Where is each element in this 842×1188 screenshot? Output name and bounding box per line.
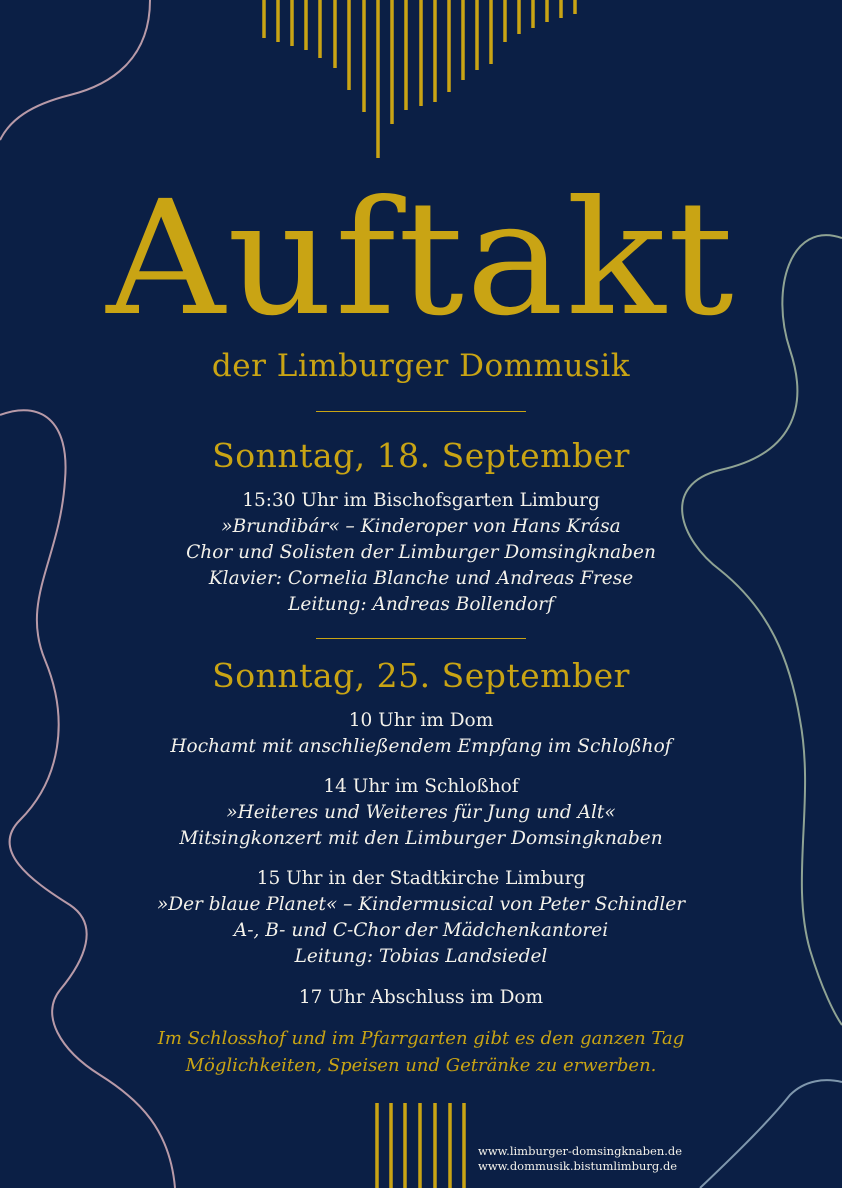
url-dommusik[interactable]: www.dommusik.bistumlimburg.de — [478, 1159, 678, 1173]
organ-pipes-bottom — [377, 1103, 464, 1188]
note-line-2: Möglichkeiten, Speisen und Getränke zu erwerben. — [185, 1055, 657, 1076]
day1-event — [0, 488, 842, 618]
event2-desc-2: Mitsingkonzert mit den Limburger Domsingknaben — [179, 828, 663, 849]
day2-event-3 — [0, 866, 842, 970]
day1-conductor: Leitung: Andreas Bollendorf — [288, 594, 554, 615]
poster-subtitle: der Limburger Dommusik — [211, 348, 631, 384]
event3-desc-2: A-, B- und C-Chor der Mädchenkantorei — [233, 920, 609, 941]
event1-time: 10 Uhr im Dom — [348, 710, 494, 731]
event1-desc: Hochamt mit anschließendem Empfang im Schloßhof — [170, 736, 672, 757]
day2-event-4 — [0, 985, 842, 1011]
date-heading-2: Sonntag, 25. September — [212, 656, 630, 695]
event2-desc-1: »Heiteres und Weiteres für Jung und Alt« — [226, 802, 616, 823]
event3-desc-3: Leitung: Tobias Landsiedel — [294, 946, 548, 967]
day2-event-1 — [0, 708, 842, 760]
poster-title: Auftakt — [106, 167, 736, 351]
event2-time: 14 Uhr im Schloßhof — [323, 776, 519, 797]
date-heading-1: Sonntag, 18. September — [212, 436, 630, 475]
day2-event-2 — [0, 774, 842, 852]
day1-time-location: 15:30 Uhr im Bischofsgarten Limburg — [242, 490, 600, 511]
day1-program: »Brundibár« – Kinderoper von Hans Krása — [221, 516, 621, 537]
day1-piano: Klavier: Cornelia Blanche und Andreas Frese — [208, 568, 634, 589]
website-links — [478, 1144, 718, 1174]
organ-pipes-top — [264, 0, 575, 158]
url-domsingknaben[interactable]: www.limburger-domsingknaben.de — [478, 1144, 683, 1158]
event3-desc-1: »Der blaue Planet« – Kindermusical von Peter Schindler — [156, 894, 686, 915]
day1-performers: Chor und Solisten der Limburger Domsingknaben — [186, 542, 656, 563]
event3-time: 15 Uhr in der Stadtkirche Limburg — [256, 868, 586, 889]
decor-curve-top-left — [0, 0, 150, 140]
divider-middle — [316, 638, 526, 639]
decor-curve-bottom-right — [700, 1080, 842, 1188]
divider-top — [316, 411, 526, 412]
catering-note — [0, 1025, 842, 1079]
event4-time: 17 Uhr Abschluss im Dom — [298, 987, 544, 1008]
note-line-1: Im Schlosshof und im Pfarrgarten gibt es den ganzen Tag — [157, 1028, 685, 1049]
